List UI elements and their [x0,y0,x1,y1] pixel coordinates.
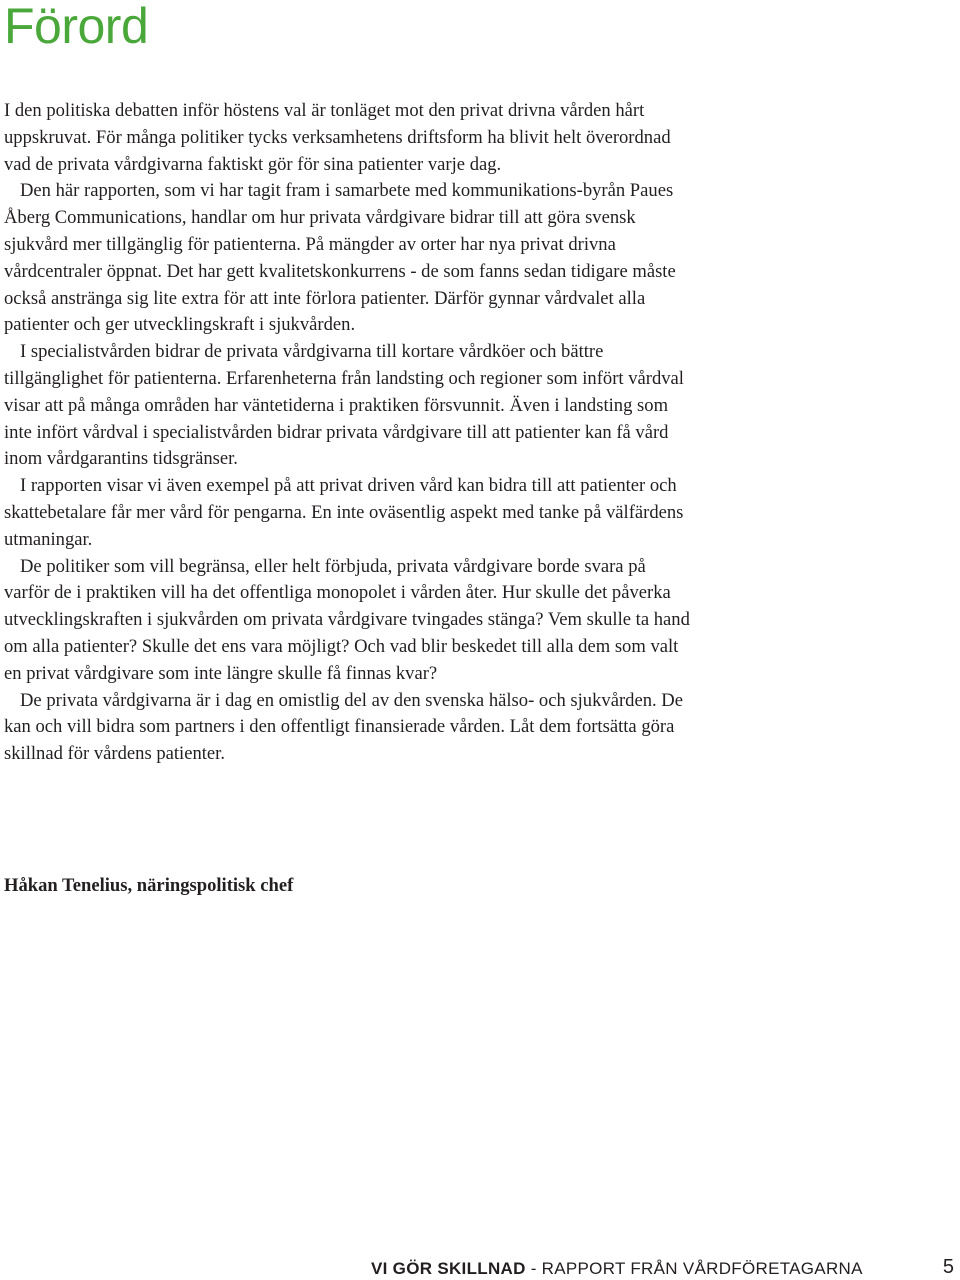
paragraph: Den här rapporten, som vi har tagit fram i samarbete med kommunikations-byrån Paues Åberg Communications, handlar om hur privata vårdgivare bidrar till att göra svensk sjukvård mer tillgänglig för patienterna. På mängder av orter har nya privat drivna vårdcentraler öppnat. Det har gett kvalitetskonkurrens - de som fanns sedan tidigare måste också anstränga sig lite extra för att inte förlora patienter. Därför gynnar vårdvalet alla patienter och ger utvecklingskraft i sjukvården. [4,180,676,336]
signature: Håkan Tenelius, näringspolitisk chef [4,875,294,896]
page-footer [371,1258,863,1280]
paragraph: De politiker som vill begränsa, eller helt förbjuda, privata vårdgivare borde svara på varför de i praktiken vill ha det offentliga monopolet i vården åter. Hur skulle det påverka utvecklingskraften i sjukvården om privata vårdgivare tvingades stänga? Vem skulle ta hand om alla patienter? Skulle det ens vara möjligt? Och vad blir beskedet till alla dem som valt en privat vårdgivare som inte längre skulle få finnas kvar? [4,555,690,684]
paragraph: De privata vårdgivarna är i dag en omistlig del av den svenska hälso- och sjukvården. De kan och vill bidra som partners i den offentligt finansierade vården. Låt dem fortsätta göra skillnad för vårdens patienter. [4,689,683,765]
paragraph: I rapporten visar vi även exempel på att privat driven vård kan bidra till att patienter och skattebetalare får mer vård för pengarna. En inte oväsentlig aspekt med tanke på välfärdens utmaningar. [4,475,684,550]
footer-report-title: - RAPPORT FRÅN VÅRDFÖRETAGARNA [525,1259,863,1278]
page-title: Förord [4,0,149,54]
paragraph: I specialistvården bidrar de privata vårdgivarna till kortare vårdköer och bättre tillgänglighet för patienterna. Erfarenheterna från landsting och regioner som infört vårdval visar att på många områden har väntetiderna i praktiken försvunnit. Även i landsting som inte infört vårdval i specialistvården bidrar privata vårdgivare till att patienter kan få vård inom vårdgarantins tidsgränser. [4,341,684,470]
intro-paragraph: I den politiska debatten inför höstens val är tonläget mot den privat drivna vården hårt uppskruvat. För många politiker tycks verksamhetens driftsform ha blivit helt överordnad vad de privata vårdgivarna faktiskt gör för sina patienter varje dag. [4,100,671,175]
body-text [4,98,694,768]
page-number: 5 [942,1256,954,1278]
footer-slogan: VI GÖR SKILLNAD [371,1259,526,1278]
